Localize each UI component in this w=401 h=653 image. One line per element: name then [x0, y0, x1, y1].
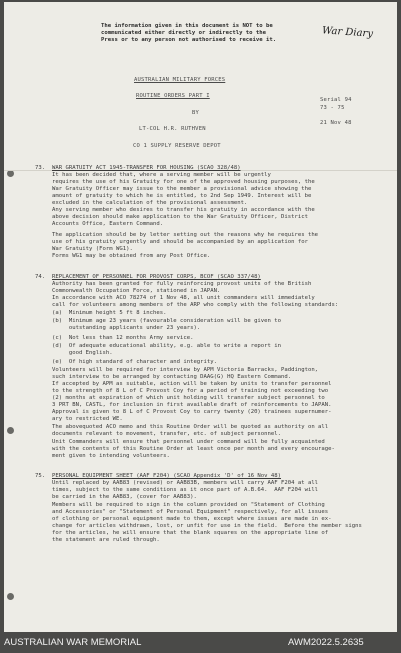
- order-range: 73 - 75: [320, 105, 345, 111]
- order-line: requires the use of his Gratuity for one of the approved housing purposes, the: [52, 179, 315, 185]
- order-line: above decision should make application to the War Gratuity Officer, District: [52, 214, 308, 220]
- archive-reference: AWM2022.5.2635: [288, 637, 364, 648]
- order-line: the statement are ruled through.: [52, 537, 160, 543]
- order-line: change for articles withdrawn, lost, or unfit for use in the field. Before the member signs: [52, 523, 362, 529]
- order-line: 3 PRT BN, CASTL, for inclusion in first available draft of reinforcements to JAPAN.: [52, 402, 332, 408]
- order-line: (2) months at expiration of which unit holding will transfer subject personnel to: [52, 395, 325, 401]
- punch-hole: [7, 427, 14, 434]
- archive-credit: AUSTRALIAN WAR MEMORIAL: [4, 637, 142, 648]
- banner-line: communicated either directly or indirectly to the: [101, 30, 267, 36]
- order-line: War Gratuity (Form WG1).: [52, 246, 133, 252]
- document-page: [4, 2, 397, 632]
- order-line: The application should be by letter setting out the reasons why he requires the: [52, 232, 319, 238]
- order-line: Authority has been granted for fully reinforcing provost units of the British: [52, 281, 312, 287]
- order-line: Any serving member who desires to transfer his gratuity in accordance with the: [52, 207, 315, 213]
- order-line: good English.: [52, 350, 113, 356]
- punch-hole: [7, 593, 14, 600]
- order-line: ary to restricted WE.: [52, 416, 123, 422]
- unit-name: CO 1 SUPPLY RESERVE DEPOT: [133, 143, 221, 149]
- order-line: Members will be required to sign in the column provided on "Statement of Clothing: [52, 502, 325, 508]
- order-line: Unit Commanders will ensure that personnel under command will be fully acquainted: [52, 439, 325, 445]
- order-line: amount of gratuity to which he is entitled, to 2nd Sep 1949. Interest will be: [52, 193, 312, 199]
- order-line: Accounts Office, Eastern Command.: [52, 221, 164, 227]
- order-line: (b) Minimum age 23 years (favourable consideration will be given to: [52, 318, 282, 324]
- order-line: outstanding applicants under 23 years).: [52, 325, 201, 331]
- order-line: times, subject to the same conditions as it once part of A.B.64. AAF F204 will: [52, 487, 319, 493]
- serial-number: Serial 94: [320, 97, 352, 103]
- order-line: If accepted by APM as suitable, action will be taken by units to transfer personnel: [52, 381, 332, 387]
- by-label: BY: [192, 110, 200, 116]
- order-line: for the articles, he will ensure that the blank squares on the appropriate line of: [52, 530, 329, 536]
- order-line: War Gratuity Officer may issue to the member a provisional advice showing the: [52, 186, 312, 192]
- banner-line: Press or to any person not authorised to receive it.: [101, 37, 277, 43]
- order-line: Commonwealth Occupation Force, stationed in JAPAN.: [52, 288, 221, 294]
- order-line: In accordance with ACO 78274 of 1 Nov 48, all unit commanders will immediately: [52, 295, 315, 301]
- order-line: (a) Minimum height 5 ft 8 inches.: [52, 310, 167, 316]
- order-line: and Accessories" or "Statement of Personal Equipment" respectively, for all issues: [52, 509, 329, 515]
- order-line: Forms WG1 may be obtained from any Post Office.: [52, 253, 211, 259]
- order-line: excluded in the calculation of the provisional assessment.: [52, 200, 248, 206]
- punch-hole: [7, 170, 14, 177]
- order-heading: PERSONAL EQUIPMENT SHEET (AAF F204) (SCAO Appendix 'D' of 16 Nov 48): [52, 473, 282, 479]
- order-line: Volunteers will be required for interview by APM Victoria Barracks, Paddington,: [52, 367, 319, 373]
- order-line: It has been decided that, where a serving member will be urgently: [52, 172, 271, 178]
- order-line: such interview to be arranged by contacting DAAG(G) HQ Eastern Command.: [52, 374, 292, 380]
- handwritten-annotation: War Diary: [321, 25, 374, 40]
- order-number: 74.: [35, 274, 46, 280]
- order-number: 75.: [35, 473, 46, 479]
- order-line: of clothing or personal equipment made to them, except where issues are made in ex-: [52, 516, 332, 522]
- commander-name: LT-COL H.R. RUTHVEN: [139, 126, 206, 132]
- order-line: The abovequoted ACO memo and this Routine Order will be quoted as authority on all: [52, 424, 329, 430]
- order-line: Until replaced by AAB83 (revised) or AAB83B, members will carry AAF F204 at all: [52, 480, 319, 486]
- order-line: with the contents of this Routine Order at least once per month and every encourage-: [52, 446, 335, 452]
- order-line: (d) Of adequate educational ability, e.g. able to write a report in: [52, 343, 282, 349]
- order-line: Approval is given to 8 L of C Provost Coy to carry twenty (20) trainees supernumer-: [52, 409, 332, 415]
- order-heading: REPLACEMENT OF PERSONNEL FOR PROVOST CORPS, BCOF (SCAO 337/48): [52, 274, 261, 280]
- orders-title: ROUTINE ORDERS PART I: [136, 93, 210, 99]
- order-line: documents relevant to movement, transfer, etc. of subject personnel.: [52, 431, 282, 437]
- order-line: call for volunteers among members of the ARP who comply with the following standards:: [52, 302, 339, 308]
- order-number: 73.: [35, 165, 46, 171]
- org-name: AUSTRALIAN MILITARY FORCES: [134, 77, 226, 83]
- order-line: use of his gratuity urgently and should be accompanied by an application for: [52, 239, 308, 245]
- order-line: be carried in the AAB83, (cover for AAB83).: [52, 494, 197, 500]
- order-line: (e) Of high standard of character and integrity.: [52, 359, 218, 365]
- order-heading: WAR GRATUITY ACT 1945-TRANSFER FOR HOUSING (SCAO 328/48): [52, 165, 241, 171]
- order-line: ment given to intending volunteers.: [52, 453, 170, 459]
- order-line: (c) Not less than 12 months Army service.: [52, 335, 194, 341]
- order-line: to the strength of 8 L of C Provost Coy for a period of training not exceeding two: [52, 388, 329, 394]
- banner-line: The information given in this document is NOT to be: [101, 23, 273, 29]
- order-date: 21 Nov 48: [320, 120, 352, 126]
